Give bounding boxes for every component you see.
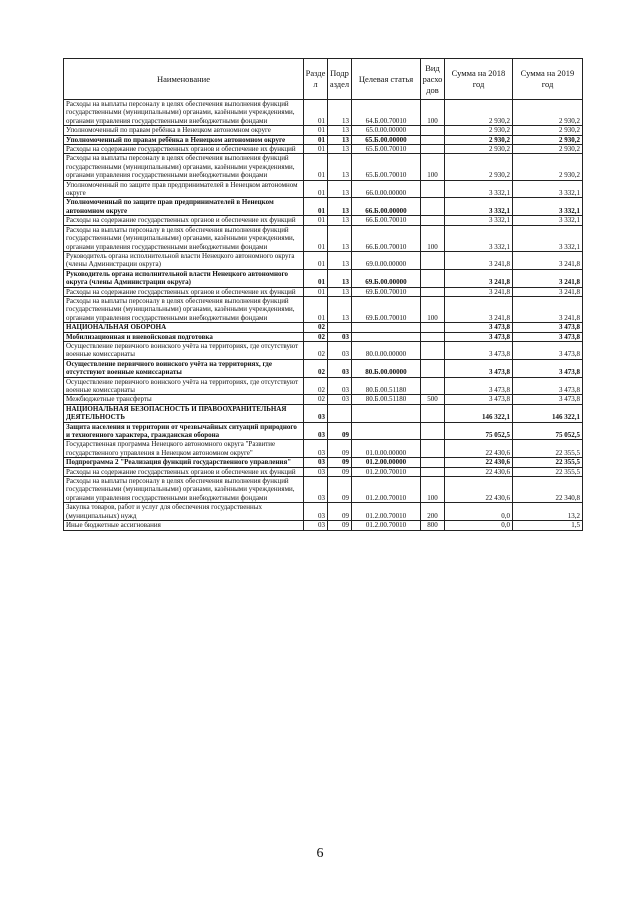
cell-kind <box>421 359 445 377</box>
cell-kind <box>421 467 445 476</box>
cell-target: 01.2.00.70010 <box>352 467 421 476</box>
cell-name: НАЦИОНАЛЬНАЯ ОБОРОНА <box>64 323 304 332</box>
cell-section: 01 <box>304 135 328 144</box>
cell-2019: 3 332,1 <box>513 216 583 225</box>
cell-target: 80.Б.00.51180 <box>352 377 421 395</box>
cell-2018: 3 473,8 <box>445 341 513 359</box>
cell-2018: 3 241,8 <box>445 296 513 322</box>
cell-section: 01 <box>304 154 328 180</box>
cell-kind <box>421 440 445 458</box>
cell-subsection: 03 <box>328 332 352 341</box>
table-row <box>64 135 583 144</box>
budget-table <box>63 58 583 531</box>
cell-subsection: 09 <box>328 467 352 476</box>
table-row <box>64 100 583 126</box>
cell-subsection: 03 <box>328 341 352 359</box>
table-row <box>64 404 583 422</box>
cell-name: Закупка товаров, работ и услуг для обеспечения государственных (муниципальных) нужд <box>64 503 304 521</box>
cell-section: 01 <box>304 126 328 135</box>
table-body <box>64 100 583 531</box>
table-row <box>64 332 583 341</box>
table-row <box>64 269 583 287</box>
cell-2019: 2 930,2 <box>513 126 583 135</box>
cell-2019: 1,5 <box>513 521 583 530</box>
cell-section: 01 <box>304 145 328 154</box>
cell-subsection: 13 <box>328 145 352 154</box>
cell-2019: 22 355,5 <box>513 458 583 467</box>
cell-name: Осуществление первичного воинского учёта на территориях, где отсутствуют военные комиссариаты <box>64 377 304 395</box>
table-row <box>64 341 583 359</box>
cell-subsection: 03 <box>328 359 352 377</box>
cell-2018: 3 473,8 <box>445 332 513 341</box>
cell-section: 01 <box>304 269 328 287</box>
cell-section: 03 <box>304 404 328 422</box>
cell-name: Руководитель органа исполнительной власти Ненецкого автономного округа (члены Администрации округа) <box>64 251 304 269</box>
cell-2019: 3 473,8 <box>513 395 583 404</box>
cell-section: 03 <box>304 422 328 440</box>
cell-2018: 2 930,2 <box>445 126 513 135</box>
cell-2018: 3 473,8 <box>445 377 513 395</box>
table-row <box>64 180 583 198</box>
cell-2018: 3 332,1 <box>445 180 513 198</box>
table-row <box>64 296 583 322</box>
cell-kind <box>421 458 445 467</box>
cell-target: 01.2.00.70010 <box>352 477 421 503</box>
cell-target: 65.Б.00.70010 <box>352 145 421 154</box>
cell-2019: 146 322,1 <box>513 404 583 422</box>
cell-target: 80.Б.00.00000 <box>352 359 421 377</box>
cell-target: 01.2.00.70010 <box>352 521 421 530</box>
cell-name: Расходы на содержание государственных органов и обеспечение их функций <box>64 145 304 154</box>
cell-subsection: 09 <box>328 521 352 530</box>
cell-kind: 800 <box>421 521 445 530</box>
cell-kind <box>421 269 445 287</box>
cell-subsection: 13 <box>328 216 352 225</box>
cell-2018: 3 473,8 <box>445 323 513 332</box>
header-kind: Вид расхо дов <box>421 59 445 100</box>
cell-section: 03 <box>304 521 328 530</box>
cell-section: 03 <box>304 458 328 467</box>
cell-name: Расходы на выплаты персоналу в целях обеспечения выполнения функций государственными (муниципальными) органами, казёнными учреждениями, органами управления государственными внебюджетными фондами <box>64 100 304 126</box>
table-row <box>64 198 583 216</box>
cell-subsection: 13 <box>328 135 352 144</box>
cell-kind <box>421 198 445 216</box>
cell-name: Расходы на выплаты персоналу в целях обеспечения выполнения функций государственными (муниципальными) органами, казёнными учреждениями, органами управления государственными внебюджетными фондами <box>64 154 304 180</box>
header-name: Наименование <box>64 59 304 100</box>
cell-2018: 3 241,8 <box>445 269 513 287</box>
table-row <box>64 503 583 521</box>
cell-name: Осуществление первичного воинского учёта на территориях, где отсутствуют военные комиссариаты <box>64 359 304 377</box>
cell-kind <box>421 180 445 198</box>
cell-name: Расходы на содержание государственных органов и обеспечение их функций <box>64 467 304 476</box>
cell-target: 64.Б.00.70010 <box>352 100 421 126</box>
cell-2019: 22 340,8 <box>513 477 583 503</box>
cell-section: 02 <box>304 341 328 359</box>
cell-2019: 3 241,8 <box>513 287 583 296</box>
header-2019: Сумма на 2019 год <box>513 59 583 100</box>
table-row <box>64 359 583 377</box>
cell-2018: 2 930,2 <box>445 154 513 180</box>
cell-section: 01 <box>304 287 328 296</box>
header-subsection: Подр аздел <box>328 59 352 100</box>
cell-section: 03 <box>304 477 328 503</box>
cell-section: 01 <box>304 225 328 251</box>
cell-2018: 146 322,1 <box>445 404 513 422</box>
cell-kind: 500 <box>421 395 445 404</box>
cell-2018: 75 052,5 <box>445 422 513 440</box>
cell-subsection: 09 <box>328 503 352 521</box>
table-row <box>64 154 583 180</box>
cell-name: Уполномоченный по правам ребёнка в Ненецком автономном округе <box>64 135 304 144</box>
cell-section: 01 <box>304 198 328 216</box>
cell-2018: 3 473,8 <box>445 359 513 377</box>
cell-2019: 2 930,2 <box>513 145 583 154</box>
cell-target: 69.Б.00.70010 <box>352 296 421 322</box>
cell-2019: 3 332,1 <box>513 198 583 216</box>
cell-target: 66.Б.00.70010 <box>352 216 421 225</box>
table-row <box>64 323 583 332</box>
cell-target: 66.Б.00.00000 <box>352 198 421 216</box>
table-row <box>64 521 583 530</box>
cell-name: Государственная программа Ненецкого автономного округа "Развитие государственного управления в Ненецком автономном округе" <box>64 440 304 458</box>
table-row <box>64 287 583 296</box>
table-row <box>64 422 583 440</box>
cell-section: 02 <box>304 395 328 404</box>
cell-2019: 3 473,8 <box>513 323 583 332</box>
table-row <box>64 467 583 476</box>
cell-name: Расходы на выплаты персоналу в целях обеспечения выполнения функций государственными (муниципальными) органами, казёнными учреждениями, органами управления государственными внебюджетными фондами <box>64 296 304 322</box>
cell-2019: 22 355,5 <box>513 467 583 476</box>
cell-target <box>352 422 421 440</box>
cell-subsection: 13 <box>328 154 352 180</box>
cell-name: Расходы на содержание государственных органов и обеспечение их функций <box>64 216 304 225</box>
table-header-row <box>64 59 583 100</box>
cell-kind <box>421 126 445 135</box>
cell-name: Уполномоченный по защите прав предпринимателей в Ненецком автономном округе <box>64 180 304 198</box>
cell-2019: 2 930,2 <box>513 154 583 180</box>
cell-name: Уполномоченный по правам ребёнка в Ненецком автономном округе <box>64 126 304 135</box>
cell-subsection: 13 <box>328 100 352 126</box>
cell-2018: 2 930,2 <box>445 145 513 154</box>
cell-target: 65.0.00.00000 <box>352 126 421 135</box>
cell-target: 69.Б.00.70010 <box>352 287 421 296</box>
cell-subsection: 03 <box>328 395 352 404</box>
page-number: 6 <box>316 846 324 861</box>
cell-subsection: 03 <box>328 377 352 395</box>
cell-2018: 2 930,2 <box>445 100 513 126</box>
cell-name: Расходы на содержание государственных органов и обеспечение их функций <box>64 287 304 296</box>
cell-name: Осуществление первичного воинского учёта на территориях, где отсутствуют военные комиссариаты <box>64 341 304 359</box>
table-row <box>64 395 583 404</box>
cell-kind <box>421 332 445 341</box>
cell-section: 02 <box>304 323 328 332</box>
cell-subsection: 09 <box>328 458 352 467</box>
cell-section: 01 <box>304 180 328 198</box>
cell-section: 01 <box>304 100 328 126</box>
table-row <box>64 377 583 395</box>
cell-2019: 2 930,2 <box>513 100 583 126</box>
cell-2018: 3 332,1 <box>445 225 513 251</box>
cell-2019: 3 332,1 <box>513 180 583 198</box>
cell-subsection: 09 <box>328 477 352 503</box>
cell-2019: 3 241,8 <box>513 251 583 269</box>
cell-2019: 3 241,8 <box>513 296 583 322</box>
cell-target: 01.2.00.00000 <box>352 458 421 467</box>
cell-name: Подпрограмма 2 "Реализация функций государственного управления" <box>64 458 304 467</box>
cell-kind: 100 <box>421 225 445 251</box>
table-row <box>64 251 583 269</box>
cell-section: 03 <box>304 503 328 521</box>
cell-kind: 100 <box>421 100 445 126</box>
cell-name: Межбюджетные трансферты <box>64 395 304 404</box>
cell-name: Расходы на выплаты персоналу в целях обеспечения выполнения функций государственными (муниципальными) органами, казёнными учреждениями, органами управления государственными внебюджетными фондами <box>64 225 304 251</box>
cell-kind: 100 <box>421 477 445 503</box>
cell-target <box>352 323 421 332</box>
cell-2019: 3 332,1 <box>513 225 583 251</box>
cell-target: 69.Б.00.00000 <box>352 269 421 287</box>
cell-target: 69.0.00.00000 <box>352 251 421 269</box>
cell-2019: 2 930,2 <box>513 135 583 144</box>
cell-2019: 22 355,5 <box>513 440 583 458</box>
cell-subsection: 13 <box>328 198 352 216</box>
cell-kind <box>421 287 445 296</box>
cell-subsection: 09 <box>328 440 352 458</box>
cell-name: Защита населения и территории от чрезвычайных ситуаций природного и техногенного характера, гражданская оборона <box>64 422 304 440</box>
cell-2018: 22 430,6 <box>445 440 513 458</box>
cell-target <box>352 404 421 422</box>
cell-2018: 0,0 <box>445 503 513 521</box>
cell-kind <box>421 135 445 144</box>
cell-2019: 3 473,8 <box>513 377 583 395</box>
cell-2019: 3 473,8 <box>513 359 583 377</box>
cell-kind <box>421 377 445 395</box>
cell-section: 01 <box>304 251 328 269</box>
table-row <box>64 126 583 135</box>
cell-kind: 200 <box>421 503 445 521</box>
cell-target: 01.0.00.00000 <box>352 440 421 458</box>
table-row <box>64 440 583 458</box>
table-row <box>64 145 583 154</box>
cell-subsection <box>328 404 352 422</box>
table-row <box>64 458 583 467</box>
table-row <box>64 225 583 251</box>
cell-section: 01 <box>304 296 328 322</box>
cell-section: 01 <box>304 216 328 225</box>
cell-kind <box>421 341 445 359</box>
cell-target <box>352 332 421 341</box>
cell-section: 03 <box>304 440 328 458</box>
cell-subsection: 13 <box>328 225 352 251</box>
cell-2018: 3 241,8 <box>445 287 513 296</box>
cell-kind <box>421 323 445 332</box>
cell-subsection: 13 <box>328 296 352 322</box>
cell-target: 65.Б.00.70010 <box>352 154 421 180</box>
cell-section: 02 <box>304 359 328 377</box>
table-row <box>64 477 583 503</box>
cell-subsection: 13 <box>328 251 352 269</box>
header-2018: Сумма на 2018 год <box>445 59 513 100</box>
cell-section: 02 <box>304 377 328 395</box>
cell-2018: 22 430,6 <box>445 477 513 503</box>
cell-subsection: 09 <box>328 422 352 440</box>
cell-kind <box>421 251 445 269</box>
table-row <box>64 216 583 225</box>
cell-kind <box>421 216 445 225</box>
cell-2019: 3 241,8 <box>513 269 583 287</box>
cell-subsection: 13 <box>328 269 352 287</box>
cell-2019: 3 473,8 <box>513 332 583 341</box>
cell-subsection <box>328 323 352 332</box>
cell-name: НАЦИОНАЛЬНАЯ БЕЗОПАСНОСТЬ И ПРАВООХРАНИТЕЛЬНАЯ ДЕЯТЕЛЬНОСТЬ <box>64 404 304 422</box>
cell-2018: 22 430,6 <box>445 467 513 476</box>
header-target: Целевая статья <box>352 59 421 100</box>
cell-kind: 100 <box>421 296 445 322</box>
cell-name: Руководитель органа исполнительной власти Ненецкого автономного округа (члены Администрации округа) <box>64 269 304 287</box>
cell-2019: 3 473,8 <box>513 341 583 359</box>
cell-2018: 3 332,1 <box>445 198 513 216</box>
cell-name: Расходы на выплаты персоналу в целях обеспечения выполнения функций государственными (муниципальными) органами, казёнными учреждениями, органами управления государственными внебюджетными фондами <box>64 477 304 503</box>
cell-name: Уполномоченный по защите прав предпринимателей в Ненецком автономном округе <box>64 198 304 216</box>
cell-target: 66.0.00.00000 <box>352 180 421 198</box>
cell-target: 80.0.00.00000 <box>352 341 421 359</box>
cell-2019: 13,2 <box>513 503 583 521</box>
cell-subsection: 13 <box>328 126 352 135</box>
cell-kind <box>421 145 445 154</box>
cell-2018: 3 241,8 <box>445 251 513 269</box>
cell-subsection: 13 <box>328 180 352 198</box>
cell-subsection: 13 <box>328 287 352 296</box>
cell-name: Иные бюджетные ассигнования <box>64 521 304 530</box>
cell-section: 03 <box>304 467 328 476</box>
cell-target: 65.Б.00.00000 <box>352 135 421 144</box>
cell-target: 80.Б.00.51180 <box>352 395 421 404</box>
cell-name: Мобилизационная и вневойсковая подготовка <box>64 332 304 341</box>
cell-2018: 2 930,2 <box>445 135 513 144</box>
cell-kind <box>421 404 445 422</box>
cell-2018: 22 430,6 <box>445 458 513 467</box>
cell-2018: 3 332,1 <box>445 216 513 225</box>
cell-kind <box>421 422 445 440</box>
cell-target: 66.Б.00.70010 <box>352 225 421 251</box>
cell-2019: 75 052,5 <box>513 422 583 440</box>
cell-kind: 100 <box>421 154 445 180</box>
cell-2018: 0,0 <box>445 521 513 530</box>
cell-2018: 3 473,8 <box>445 395 513 404</box>
cell-section: 02 <box>304 332 328 341</box>
cell-target: 01.2.00.70010 <box>352 503 421 521</box>
header-section: Разде л <box>304 59 328 100</box>
